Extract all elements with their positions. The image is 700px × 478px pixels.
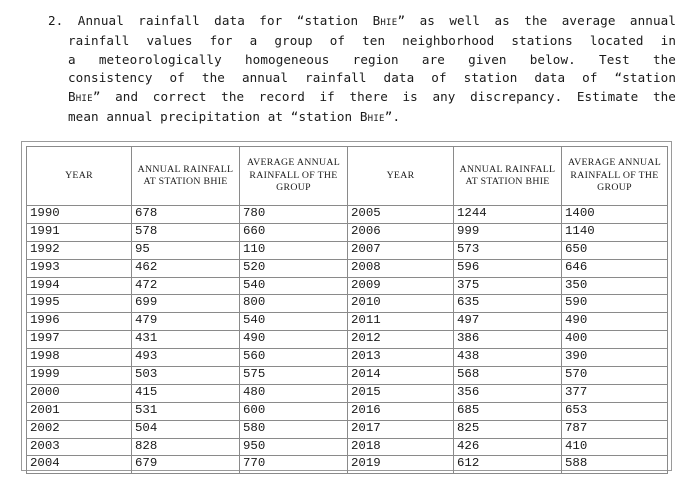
- cell-average-rainfall-1: 580: [240, 420, 348, 438]
- cell-annual-rainfall-1: 678: [132, 206, 240, 224]
- cell-average-rainfall-1: 780: [240, 206, 348, 224]
- cell-year-1: 1997: [27, 331, 132, 349]
- cell-year-1: 2004: [27, 456, 132, 474]
- table-row: [27, 456, 668, 474]
- question-line-6: mean annual precipitation at “station BHIE”.: [68, 109, 401, 125]
- table-row: [27, 367, 668, 385]
- cell-year-2: 2008: [348, 259, 454, 277]
- cell-year-2: 2018: [348, 438, 454, 456]
- cell-average-rainfall-1: 560: [240, 349, 348, 367]
- cell-year-1: 1999: [27, 367, 132, 385]
- cell-annual-rainfall-2: 573: [454, 241, 562, 259]
- cell-annual-rainfall-1: 95: [132, 241, 240, 259]
- cell-average-rainfall-2: 1140: [562, 223, 668, 241]
- cell-average-rainfall-1: 950: [240, 438, 348, 456]
- cell-average-rainfall-2: 350: [562, 277, 668, 295]
- cell-annual-rainfall-2: 635: [454, 295, 562, 313]
- cell-annual-rainfall-2: 497: [454, 313, 562, 331]
- cell-average-rainfall-2: 377: [562, 384, 668, 402]
- cell-year-2: 2017: [348, 420, 454, 438]
- question-line-1: 2. Annual rainfall data for “station BHIE” as well as the average annual: [48, 13, 677, 28]
- cell-year-1: 1992: [27, 241, 132, 259]
- cell-average-rainfall-1: 575: [240, 367, 348, 385]
- cell-year-1: 1993: [27, 259, 132, 277]
- cell-annual-rainfall-1: 431: [132, 331, 240, 349]
- cell-year-2: 2010: [348, 295, 454, 313]
- cell-annual-rainfall-1: 493: [132, 349, 240, 367]
- cell-average-rainfall-2: 490: [562, 313, 668, 331]
- cell-average-rainfall-2: 570: [562, 367, 668, 385]
- cell-year-1: 1990: [27, 206, 132, 224]
- table-row: [27, 259, 668, 277]
- cell-year-1: 2001: [27, 402, 132, 420]
- cell-average-rainfall-1: 520: [240, 259, 348, 277]
- table-row: [27, 206, 668, 224]
- cell-annual-rainfall-1: 503: [132, 367, 240, 385]
- cell-annual-rainfall-2: 386: [454, 331, 562, 349]
- cell-year-2: 2015: [348, 384, 454, 402]
- cell-annual-rainfall-2: 825: [454, 420, 562, 438]
- cell-year-1: 2002: [27, 420, 132, 438]
- table-row: [27, 295, 668, 313]
- cell-annual-rainfall-1: 415: [132, 384, 240, 402]
- cell-year-2: 2007: [348, 241, 454, 259]
- cell-average-rainfall-2: 588: [562, 456, 668, 474]
- cell-annual-rainfall-2: 1244: [454, 206, 562, 224]
- cell-average-rainfall-2: 410: [562, 438, 668, 456]
- header-annual-rainfall-2: ANNUAL RAINFALL AT STATION BHIE: [454, 147, 562, 206]
- cell-average-rainfall-2: 650: [562, 241, 668, 259]
- header-year-1: YEAR: [27, 147, 132, 206]
- cell-average-rainfall-1: 660: [240, 223, 348, 241]
- cell-annual-rainfall-1: 472: [132, 277, 240, 295]
- cell-average-rainfall-1: 540: [240, 313, 348, 331]
- table-row: [27, 384, 668, 402]
- header-year-2: YEAR: [348, 147, 454, 206]
- cell-year-2: 2006: [348, 223, 454, 241]
- cell-average-rainfall-1: 600: [240, 402, 348, 420]
- cell-annual-rainfall-1: 479: [132, 313, 240, 331]
- cell-annual-rainfall-1: 462: [132, 259, 240, 277]
- question-line-3: a meteorologically homogeneous region are given below. Test the: [68, 51, 676, 67]
- header-annual-rainfall-1: ANNUAL RAINFALL AT STATION BHIE: [132, 147, 240, 206]
- cell-annual-rainfall-2: 612: [454, 456, 562, 474]
- cell-annual-rainfall-2: 438: [454, 349, 562, 367]
- cell-year-1: 1998: [27, 349, 132, 367]
- cell-annual-rainfall-2: 568: [454, 367, 562, 385]
- cell-average-rainfall-2: 646: [562, 259, 668, 277]
- question-line-4: consistency of the annual rainfall data of station data of “station: [68, 70, 676, 86]
- table-row: [27, 241, 668, 259]
- table-row: [27, 331, 668, 349]
- cell-annual-rainfall-2: 426: [454, 438, 562, 456]
- cell-average-rainfall-1: 770: [240, 456, 348, 474]
- table-row: [27, 277, 668, 295]
- cell-annual-rainfall-1: 531: [132, 402, 240, 420]
- cell-average-rainfall-1: 540: [240, 277, 348, 295]
- cell-year-2: 2011: [348, 313, 454, 331]
- cell-year-1: 2000: [27, 384, 132, 402]
- cell-year-2: 2013: [348, 349, 454, 367]
- table-row: [27, 223, 668, 241]
- cell-annual-rainfall-1: 699: [132, 295, 240, 313]
- cell-annual-rainfall-1: 578: [132, 223, 240, 241]
- cell-average-rainfall-2: 590: [562, 295, 668, 313]
- cell-year-2: 2016: [348, 402, 454, 420]
- question-line-2: rainfall values for a group of ten neighborhood stations located in: [68, 33, 676, 49]
- cell-average-rainfall-2: 400: [562, 331, 668, 349]
- cell-average-rainfall-2: 787: [562, 420, 668, 438]
- header-average-rainfall-2: AVERAGE ANNUAL RAINFALL OF THE GROUP: [562, 147, 668, 206]
- cell-average-rainfall-1: 800: [240, 295, 348, 313]
- cell-year-2: 2012: [348, 331, 454, 349]
- cell-annual-rainfall-2: 356: [454, 384, 562, 402]
- table-row: [27, 313, 668, 331]
- table-row: [27, 402, 668, 420]
- cell-year-1: 2003: [27, 438, 132, 456]
- cell-annual-rainfall-1: 828: [132, 438, 240, 456]
- cell-year-2: 2019: [348, 456, 454, 474]
- cell-annual-rainfall-2: 375: [454, 277, 562, 295]
- cell-average-rainfall-2: 653: [562, 402, 668, 420]
- question-text: [48, 12, 676, 128]
- cell-annual-rainfall-2: 999: [454, 223, 562, 241]
- table-row: [27, 420, 668, 438]
- cell-year-2: 2014: [348, 367, 454, 385]
- header-average-rainfall-1: AVERAGE ANNUAL RAINFALL OF THE GROUP: [240, 147, 348, 206]
- question-line-5: BHIE” and correct the record if there is any discrepancy. Estimate the: [68, 88, 676, 104]
- cell-year-2: 2009: [348, 277, 454, 295]
- table-row: [27, 438, 668, 456]
- cell-year-2: 2005: [348, 206, 454, 224]
- cell-year-1: 1991: [27, 223, 132, 241]
- cell-annual-rainfall-2: 685: [454, 402, 562, 420]
- cell-year-1: 1995: [27, 295, 132, 313]
- table-header-row: [27, 147, 668, 206]
- cell-year-1: 1996: [27, 313, 132, 331]
- rainfall-table: [26, 146, 668, 474]
- cell-average-rainfall-1: 110: [240, 241, 348, 259]
- cell-year-1: 1994: [27, 277, 132, 295]
- cell-annual-rainfall-2: 596: [454, 259, 562, 277]
- cell-average-rainfall-2: 390: [562, 349, 668, 367]
- table-row: [27, 349, 668, 367]
- cell-annual-rainfall-1: 679: [132, 456, 240, 474]
- cell-average-rainfall-1: 490: [240, 331, 348, 349]
- cell-average-rainfall-2: 1400: [562, 206, 668, 224]
- cell-annual-rainfall-1: 504: [132, 420, 240, 438]
- cell-average-rainfall-1: 480: [240, 384, 348, 402]
